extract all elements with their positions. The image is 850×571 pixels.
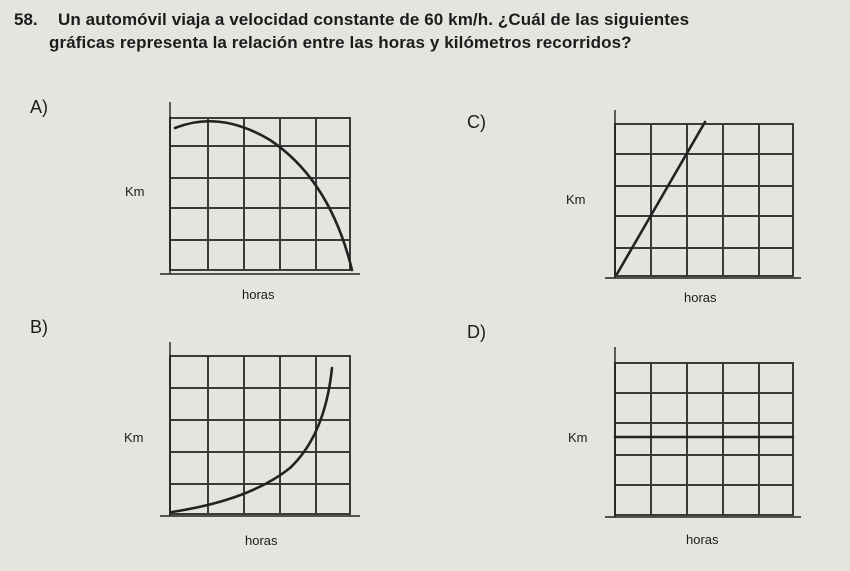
option-a-graph[interactable] xyxy=(160,98,365,283)
option-b-label[interactable]: B) xyxy=(30,317,48,337)
option-c-ylabel: Km xyxy=(566,192,586,207)
option-d-ylabel: Km xyxy=(568,430,588,445)
option-a-grid xyxy=(170,118,350,270)
option-c-label[interactable]: C) xyxy=(467,112,486,132)
question-text-line-2: gráficas representa la relación entre las horas y kilómetros recorridos? xyxy=(49,33,632,52)
option-d-xlabel: horas xyxy=(686,532,719,547)
option-a-ylabel: Km xyxy=(125,184,145,199)
question-text-line-1: Un automóvil viaja a velocidad constante de 60 km/h. ¿Cuál de las siguientes xyxy=(58,10,690,29)
option-b-xlabel: horas xyxy=(245,533,278,548)
option-d-grid xyxy=(615,363,793,515)
option-c-xlabel: horas xyxy=(684,290,717,305)
option-d-label[interactable]: D) xyxy=(467,322,486,342)
option-d-graph[interactable] xyxy=(605,345,810,527)
option-c-line xyxy=(617,122,705,274)
option-b-ylabel: Km xyxy=(124,430,144,445)
option-c-grid xyxy=(615,124,793,276)
option-b-curve xyxy=(172,368,332,512)
option-b-graph[interactable] xyxy=(160,340,365,525)
option-a-curve xyxy=(175,121,352,270)
question-number: 58. xyxy=(14,10,38,29)
option-c-graph[interactable] xyxy=(605,108,810,288)
option-a-xlabel: horas xyxy=(242,287,275,302)
option-a-label[interactable]: A) xyxy=(30,97,48,117)
option-b-grid xyxy=(170,356,350,514)
